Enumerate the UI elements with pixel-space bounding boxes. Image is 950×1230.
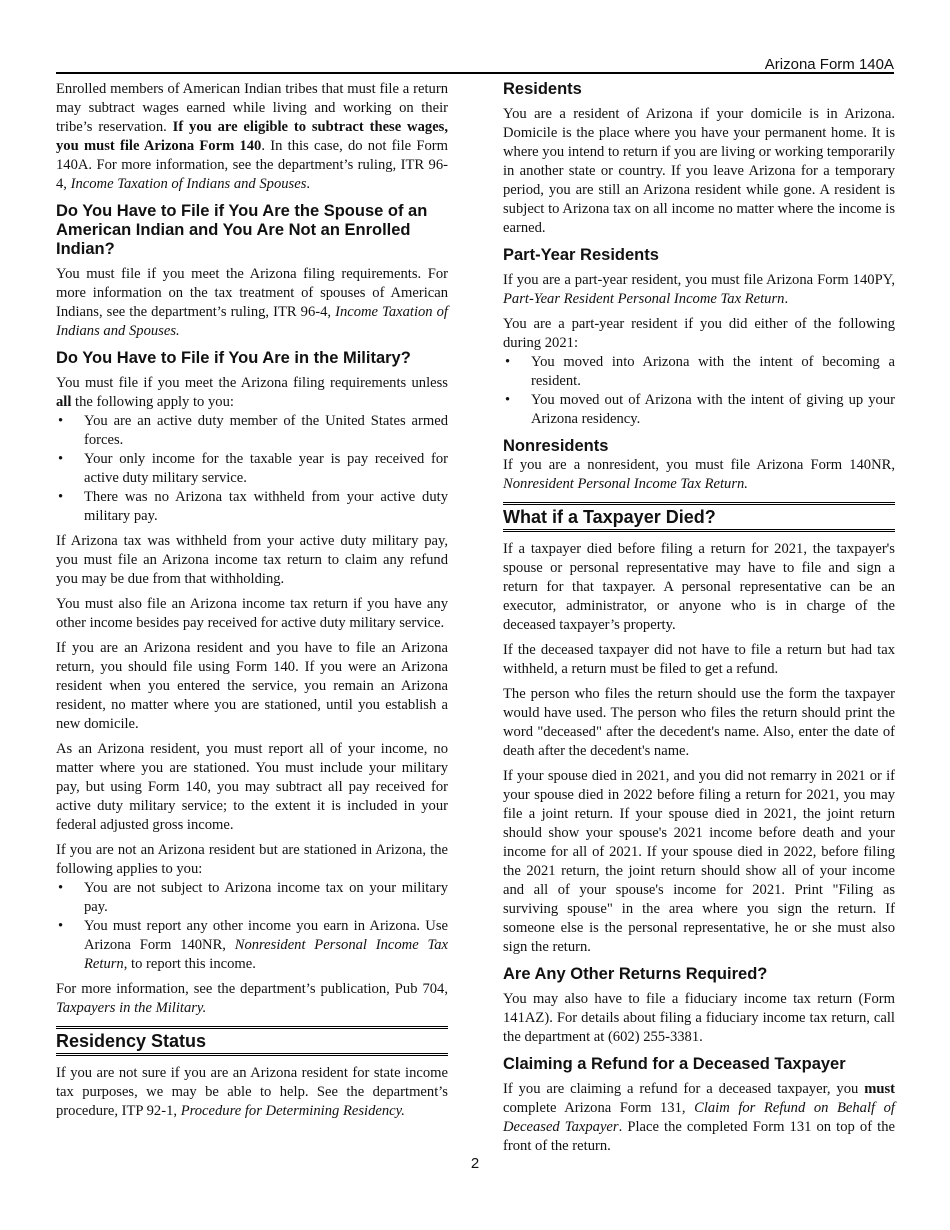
right-column [503, 80, 895, 1162]
paragraph-military-intro: You must file if you meet the Arizona filing requirements unless all the following apply to you: [56, 375, 448, 410]
list-item: • There was no Arizona tax withheld from your active duty military pay. [58, 489, 448, 524]
paragraph-part-year-form: If you are a part-year resident, you must file Arizona Form 140PY, Part-Year Resident Personal Income Tax Return. [503, 272, 895, 307]
heading-residents: Residents [503, 80, 582, 98]
part-year-list [503, 353, 895, 429]
paragraph-other-income: You must also file an Arizona income tax return if you have any other income besides pay received for active duty military service. [56, 596, 448, 631]
paragraph-nonresidents: If you are a nonresident, you must file Arizona Form 140NR, Nonresident Personal Income Tax Return. [503, 457, 895, 492]
paragraph-pub704: For more information, see the department’s publication, Pub 704, Taxpayers in the Military. [56, 981, 448, 1016]
paragraph-fiduciary: You may also have to file a fiduciary income tax return (Form 141AZ). For details about filing a fiduciary income tax return, call the department at (602) 255-3381. [503, 991, 895, 1045]
paragraph-form131: If you are claiming a refund for a deceased taxpayer, you must complete Arizona Form 131, Claim for Refund on Behalf of Deceased Taxpayer. Place the completed Form 131 on top of the front of the return. [503, 1081, 895, 1154]
heading-residency-status: Residency Status [56, 1026, 448, 1056]
heading-other-returns: Are Any Other Returns Required? [503, 965, 768, 983]
list-item: • You moved into Arizona with the intent of becoming a resident. [505, 354, 895, 389]
list-item: • You moved out of Arizona with the intent of giving up your Arizona residency. [505, 392, 895, 427]
page-number: 2 [470, 1155, 480, 1172]
heading-part-year: Part-Year Residents [503, 246, 659, 264]
paragraph-died-form: The person who files the return should use the form the taxpayer would have used. The person who files the return should print the word "deceased" after the decedent's name. Also, enter the date of death after the decedent's name. [503, 686, 895, 759]
paragraph-residency-help: If you are not sure if you are an Arizona resident for state income tax purposes, we may be able to help. See the department’s procedure, ITP 92-1, Procedure for Determining Residency. [56, 1065, 448, 1119]
paragraph-residents: You are a resident of Arizona if your domicile is in Arizona. Domicile is the place where you have your permanent home. It is where you intend to return if you are living or working temporarily in another state or country. If you leave Arizona for a temporary period, you are still an Arizona resident while gone. A resident is subject to Arizona tax on all income no matter where the income is earned. [503, 106, 895, 236]
paragraph-joint-return: If your spouse died in 2021, and you did not remarry in 2021 or if your spouse died in 2022 before filing a return for 2021, you may file a joint return. If your spouse died in 2021, the joint return should show your spouse's 2021 income before death and your income for all of 2021. If your spouse died in 2022, before filing the 2021 return, the joint return should show all of your income and all of your spouse's income for 2021. Print "Filing as surviving spouse" in the area where you sign the return. If someone else is the personal representative, he or she must also sign the return. [503, 768, 895, 955]
heading-taxpayer-died: What if a Taxpayer Died? [503, 502, 895, 532]
paragraph-nonresident-stationed: If you are not an Arizona resident but are stationed in Arizona, the following applies to you: [56, 842, 448, 877]
paragraph-spouse: You must file if you meet the Arizona filing requirements. For more information on the tax treatment of spouses of American Indians, see the department’s ruling, ITR 96-4, Income Taxation of Indians and Spouses. [56, 266, 448, 339]
left-column [56, 80, 448, 1127]
heading-nonresidents: Nonresidents [503, 437, 609, 455]
list-item: • You are an active duty member of the United States armed forces. [58, 413, 448, 448]
paragraph-report-income: As an Arizona resident, you must report all of your income, no matter where you are stationed. You must include your military pay, but using Form 140, you may subtract all pay received for active duty military service; to the extent it is included in your federal adjusted gross income. [56, 741, 448, 833]
paragraph-died-intro: If a taxpayer died before filing a return for 2021, the taxpayer's spouse or personal representative may have to file and sign a return for that taxpayer. A personal representative can be an executor, administrator, or anyone who is in charge of the deceased taxpayer’s property. [503, 541, 895, 633]
nonresident-military-list [56, 879, 448, 974]
list-item: • You are not subject to Arizona income tax on your military pay. [58, 880, 448, 915]
heading-military: Do You Have to File if You Are in the Military? [56, 349, 411, 367]
form-title: Arizona Form 140A [764, 56, 894, 73]
paragraph-resident-form140: If you are an Arizona resident and you have to file an Arizona return, you should file using Form 140. If you were an Arizona resident when you entered the service, you remain an Arizona resident, no matter where you are stationed, until you establish a new domicile. [56, 640, 448, 732]
heading-spouse-of-indian: Do You Have to File if You Are the Spouse of an American Indian and You Are Not an Enrolled Indian? [56, 202, 428, 258]
paragraph-part-year-intro: You are a part-year resident if you did either of the following during 2021: [503, 316, 895, 351]
military-conditions-list [56, 412, 448, 526]
paragraph-indian-wages: Enrolled members of American Indian tribes that must file a return may subtract wages earned while living and working on their tribe’s reservation. If you are eligible to subtract these wages, you must file Arizona Form 140. In this case, do not file Form 140A. For more information, see the department’s ruling, ITR 96-4, Income Taxation of Indians and Spouses. [56, 81, 448, 192]
list-item: • You must report any other income you earn in Arizona. Use Arizona Form 140NR, Nonresident Personal Income Tax Return, to report this income. [58, 918, 448, 972]
paragraph-died-refund: If the deceased taxpayer did not have to file a return but had tax withheld, a return must be filed to get a refund. [503, 642, 895, 677]
list-item: • Your only income for the taxable year is pay received for active duty military service. [58, 451, 448, 486]
paragraph-withheld: If Arizona tax was withheld from your active duty military pay, you must file an Arizona income tax return to claim any refund you may be due from that withholding. [56, 533, 448, 587]
heading-claiming-refund: Claiming a Refund for a Deceased Taxpayer [503, 1055, 846, 1073]
header-rule [56, 72, 894, 74]
